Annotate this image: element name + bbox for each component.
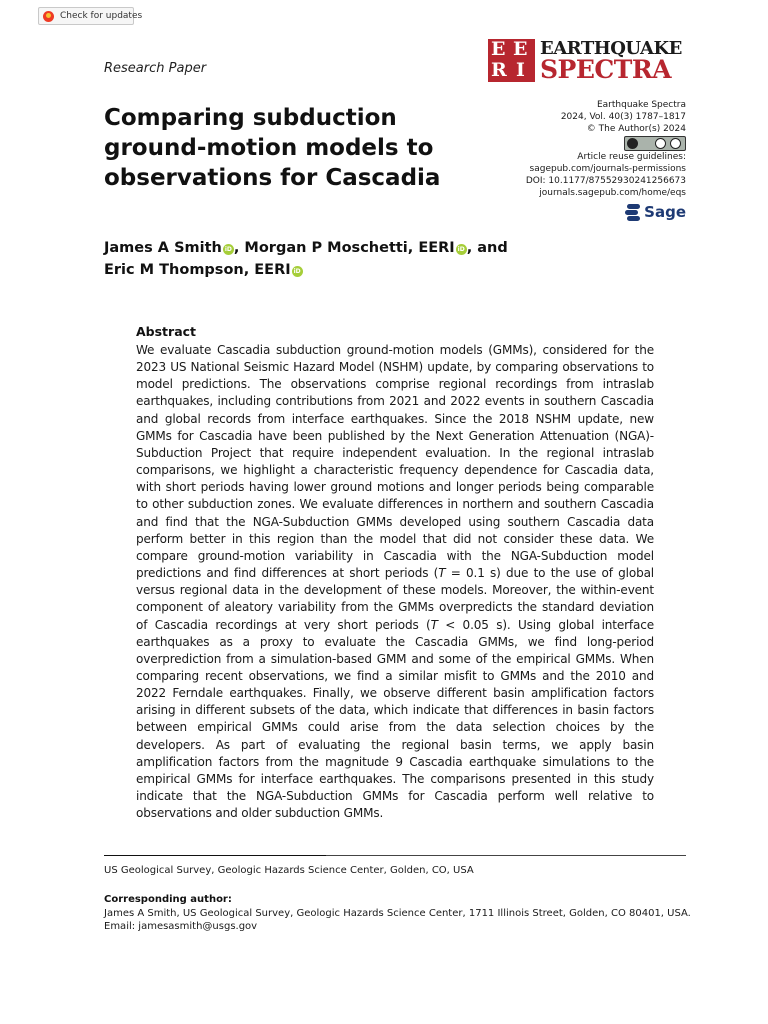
- sage-s-icon: [627, 204, 640, 220]
- author-name[interactable]: Eric M Thompson, EERI: [104, 262, 291, 278]
- article-metadata: [426, 100, 686, 200]
- logo-name-earthquake: EARTHQUAKE: [540, 38, 682, 59]
- footnote-divider-accent: [104, 855, 326, 856]
- eeri-logo-mark: [488, 39, 535, 82]
- sage-logo: [627, 203, 686, 221]
- period-symbol: T: [430, 617, 438, 632]
- affiliation-note: US Geological Survey, Geologic Hazards Science Center, Golden, CO, USA: [104, 865, 474, 876]
- orcid-icon[interactable]: iD: [224, 246, 232, 253]
- abstract-segment: = 0.1 s) due to the use of global versus regional data in the development of these models. Moreover, the within-event component of aleatory variability from the GMMs overpredicts the standard deviation of Cascadia recordings at very short periods (: [136, 566, 654, 632]
- logo-name-spectra: SPECTRA: [540, 55, 672, 84]
- check-for-updates-badge[interactable]: [38, 7, 143, 25]
- corresponding-author-email[interactable]: Email: jamesasmith@usgs.gov: [104, 921, 258, 932]
- paper-type-label: Research Paper: [104, 61, 207, 76]
- cc-license-row: [426, 135, 686, 152]
- logo-letter: R: [491, 59, 507, 81]
- crossmark-icon: [43, 11, 54, 22]
- doi-line[interactable]: DOI: 10.1177/87552930241256673: [525, 175, 686, 186]
- reuse-guidelines-link[interactable]: sagepub.com/journals-permissions: [529, 164, 686, 175]
- volume-info: 2024, Vol. 40(3) 1787–1817: [560, 111, 686, 122]
- article-title: Comparing subduction ground-motion models to observations for Cascadia: [104, 105, 441, 191]
- logo-letter: I: [516, 59, 525, 81]
- author-list: [104, 237, 584, 281]
- check-for-updates-label: Check for updates: [60, 11, 143, 21]
- abstract-segment: < 0.05 s). Using global interface earthquakes as a proxy to evaluate the Cascadia GMMs, we find long-period overprediction from a simulation-based GMM and some of the empirical GMMs. When comparing recent observations, we find a similar misfit to GMMs and the 2010 and 2022 Ferndale earthquakes. Finally, we observe different basin amplification factors arising in different subsets of the data, which indicate that differences in basin factors between empirical GMMs could arise from the data selection choices by the developers. As part of evaluating the regional basin terms, we apply basin amplification factors from the magnitude 9 Cascadia earthquake simulations to the empirical GMMs for interface earthquakes. The comparisons presented in this study indicate that the NGA-Subduction GMMs for Cascadia perform well relative to observations and older subduction GMMs.: [136, 617, 654, 821]
- corresponding-author-address: James A Smith, US Geological Survey, Geologic Hazards Science Center, 1711 Illinois Street, Golden, CO 80401, USA.: [104, 908, 691, 919]
- sage-wordmark: Sage: [644, 203, 686, 221]
- journal-url-link[interactable]: journals.sagepub.com/home/eqs: [539, 187, 686, 198]
- period-symbol: T: [438, 566, 446, 581]
- author-separator: , and: [466, 240, 508, 256]
- author-name[interactable]: , Morgan P Moschetti, EERI: [233, 240, 455, 256]
- abstract-segment: We evaluate Cascadia subduction ground-motion models (GMMs), considered for the 2023 US National Seismic Hazard Model (NSHM) update, by comparing observations to model predictions. The observations comprise regional recordings from intraslab earthquakes, including contributions from 2021 and 2022 events in southern Cascadia and global records from interface earthquakes. Since the 2018 NSHM update, new GMMs for Cascadia have been published by the Next Generation Attenuation (NGA)-Subduction Project that require independent evaluation. In the regional intraslab comparisons, we highlight a characteristic frequency dependence for Cascadia data, with short periods having lower ground motions and longer periods being comparable to other subduction zones. We evaluate differences in northern and southern Cascadia and find that the NGA-Subduction GMMs developed using southern Cascadia data perform better in this region than the model that did not consider these data. We compare ground-motion variability in Cascadia with the NGA-Subduction model predictions and find differences at short periods (: [136, 343, 654, 581]
- orcid-icon[interactable]: iD: [457, 246, 465, 253]
- journal-name: Earthquake Spectra: [596, 100, 686, 110]
- logo-letter: E: [513, 38, 528, 60]
- cc-by-nc-icon[interactable]: [624, 136, 686, 151]
- reuse-guidelines-label: Article reuse guidelines:: [577, 152, 686, 163]
- logo-letter: E: [491, 38, 506, 60]
- corresponding-author-heading: Corresponding author:: [104, 894, 232, 905]
- author-name[interactable]: James A Smith: [104, 240, 222, 256]
- orcid-icon[interactable]: iD: [293, 268, 301, 275]
- abstract-text: [136, 342, 654, 822]
- copyright-line: © The Author(s) 2024: [586, 123, 686, 134]
- journal-logo: [488, 39, 688, 83]
- abstract-heading: Abstract: [136, 324, 197, 339]
